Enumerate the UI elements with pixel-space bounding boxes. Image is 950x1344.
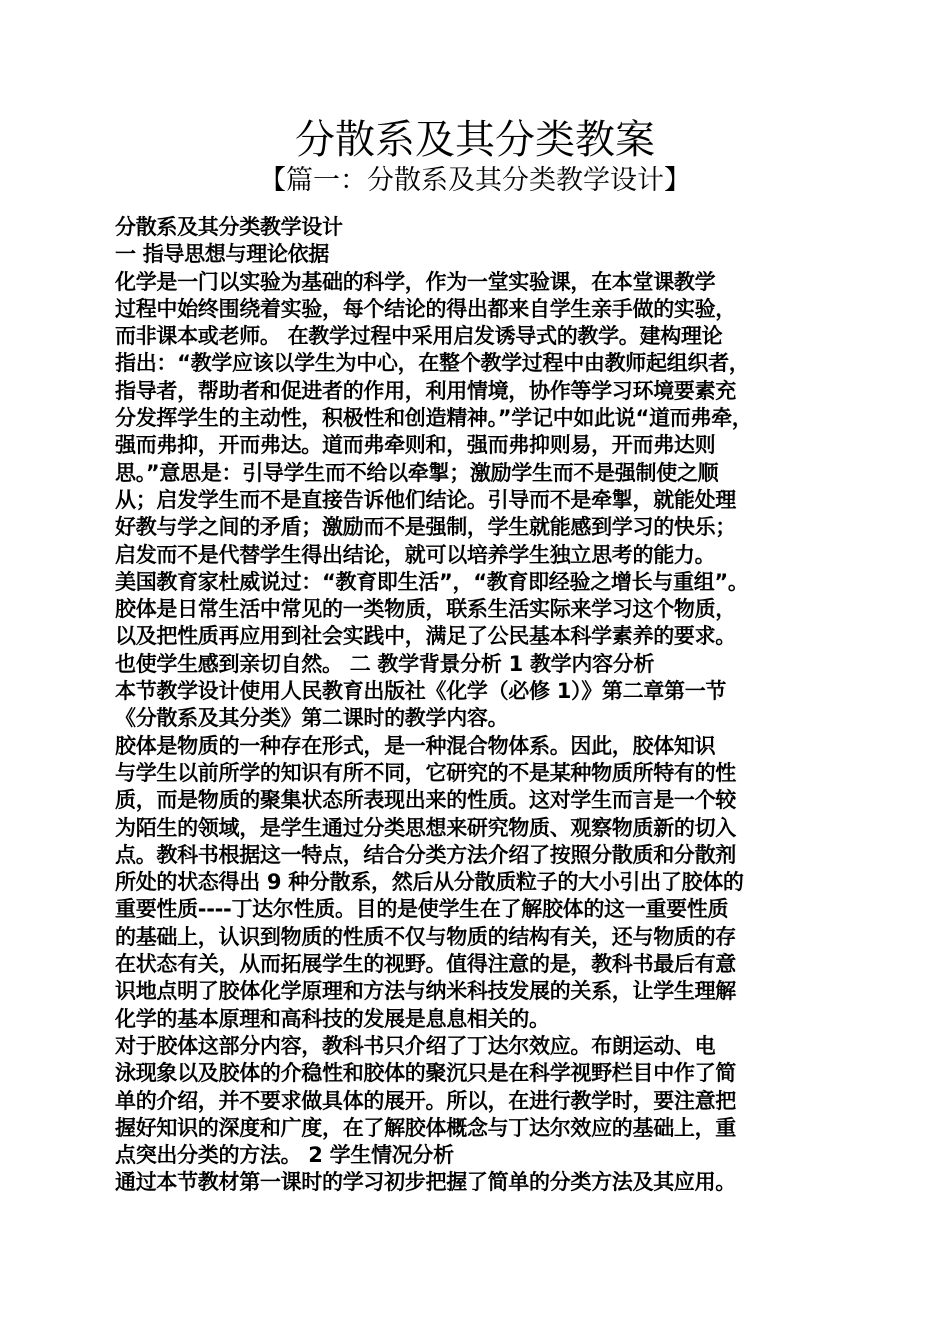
text-line: 所处的状态得出 9 种分散系，然后从分散质粒子的大小引出了胶体的	[115, 870, 744, 895]
text-line: 胶体是物质的一种存在形式，是一种混合物体系。因此，胶体知识	[115, 733, 716, 758]
text-line: 《分散系及其分类》第二课时的教学内容。	[115, 706, 509, 731]
text-line: 泳现象以及胶体的介稳性和胶体的聚沉只是在科学视野栏目中作了简	[115, 1061, 736, 1086]
text-line: 以及把性质再应用到社会实践中，满足了公民基本科学素养的要求。	[115, 624, 736, 649]
text-line: 通过本节教材第一课时的学习初步把握了简单的分类方法及其应用。	[115, 1170, 736, 1195]
text-line: 好教与学之间的矛盾；激励而不是强制，学生就能感到学习的快乐；	[115, 515, 736, 540]
text-line: 与学生以前所学的知识有所不同，它研究的不是某种物质所特有的性	[115, 760, 736, 785]
document-title: 分散系及其分类教案	[295, 117, 655, 163]
text-line: 对于胶体这部分内容，教科书只介绍了丁达尔效应。布朗运动、电	[115, 1033, 716, 1058]
text-line: 一 指导思想与理论依据	[115, 242, 330, 267]
text-line: 强而弗抑，开而弗达。道而弗牵则和，强而弗抑则易，开而弗达则	[115, 433, 716, 458]
text-line: 为陌生的领域，是学生通过分类思想来研究物质、观察物质新的切入	[115, 815, 736, 840]
document-subtitle: 【篇一：分散系及其分类教学设计】	[259, 165, 691, 196]
text-line: 胶体是日常生活中常见的一类物质，联系生活实际来学习这个物质，	[115, 597, 736, 622]
text-line: 的基础上，认识到物质的性质不仅与物质的结构有关，还与物质的存	[115, 924, 736, 949]
text-line: 点。教科书根据这一特点，结合分类方法介绍了按照分散质和分散剂	[115, 842, 736, 867]
text-line: 分发挥学生的主动性，积极性和创造精神。”学记中如此说“道而弗牵，	[115, 406, 753, 431]
text-line: 单的介绍，并不要求做具体的展开。所以，在进行教学时，要注意把	[115, 1088, 736, 1113]
text-line: 本节教学设计使用人民教育出版社《化学（必修 1）》第二章第一节	[115, 679, 727, 704]
text-line: 在状态有关，从而拓展学生的视野。值得注意的是，教科书最后有意	[115, 952, 736, 977]
text-line: 化学的基本原理和高科技的发展是息息相关的。	[115, 1006, 550, 1031]
text-line: 握好知识的深度和广度，在了解胶体概念与丁达尔效应的基础上，重	[115, 1115, 736, 1140]
text-line: 而非课本或老师。 在教学过程中采用启发诱导式的教学。建构理论	[115, 324, 723, 349]
text-line: 化学是一门以实验为基础的科学，作为一堂实验课，在本堂课教学	[115, 269, 716, 294]
text-line: 重要性质----丁达尔性质。目的是使学生在了解胶体的这一重要性质	[115, 897, 729, 922]
text-line: 识地点明了胶体化学原理和方法与纳米科技发展的关系，让学生理解	[115, 979, 736, 1004]
document-body	[115, 214, 837, 1197]
text-line: 思。”意思是：引导学生而不给以牵掣；激励学生而不是强制使之顺	[115, 460, 719, 485]
text-line: 美国教育家杜威说过：“教育即生活”，“教育即经验之增长与重组”。	[115, 569, 749, 594]
text-line: 点突出分类的方法。 2 学生情况分析	[115, 1143, 454, 1168]
text-line: 从；启发学生而不是直接告诉他们结论。引导而不是牵掣，就能处理	[115, 487, 736, 512]
text-line: 启发而不是代替学生得出结论，就可以培养学生独立思考的能力。	[115, 542, 716, 567]
text-line: 指出：“教学应该以学生为中心，在整个教学过程中由教师起组织者，	[115, 351, 750, 376]
text-line: 质，而是物质的聚集状态所表现出来的性质。这对学生而言是一个较	[115, 788, 736, 813]
text-line: 过程中始终围绕着实验，每个结论的得出都来自学生亲手做的实验，	[115, 296, 736, 321]
text-line: 指导者，帮助者和促进者的作用，利用情境，协作等学习环境要素充	[115, 378, 736, 403]
text-line: 也使学生感到亲切自然。 二 教学背景分析 1 教学内容分析	[115, 651, 655, 676]
text-line: 分散系及其分类教学设计	[115, 215, 343, 239]
